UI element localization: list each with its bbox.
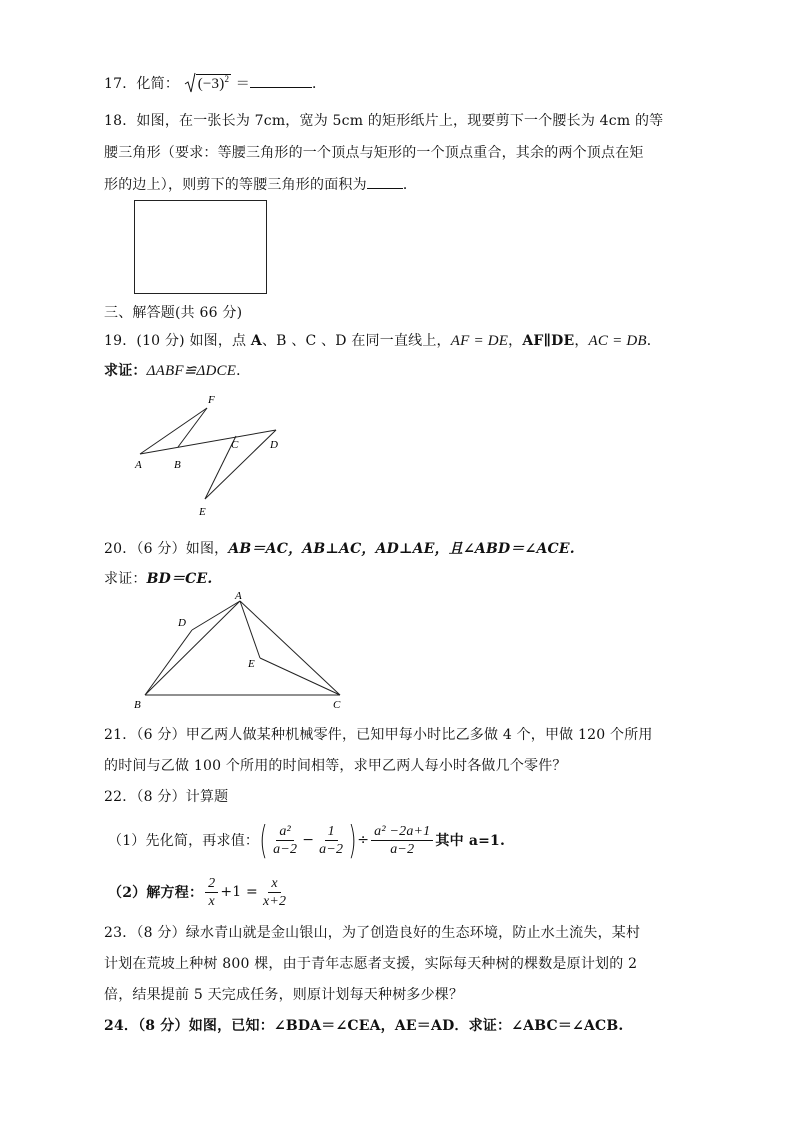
section-3-title: 三、解答题(共 66 分): [104, 305, 243, 321]
q19-figure: [130, 390, 290, 520]
q20-prove-label: 求证：: [104, 571, 147, 587]
right-paren-icon: ): [348, 818, 357, 862]
q20-figure: [130, 588, 350, 713]
section-heading: [104, 302, 242, 322]
question-21-line-2: [104, 755, 567, 775]
q22-f5-numerator: x: [268, 875, 280, 893]
question-23-line-2: [104, 953, 637, 973]
q22-head: 22．（8 分）计算题: [104, 789, 229, 805]
q19-prove-expr: ΔABF≌ΔDCE: [146, 363, 237, 379]
q19-label-f: F: [208, 394, 215, 406]
question-22-part-2: [108, 872, 291, 912]
q19-head: 19．(10 分) 如图，点: [104, 333, 247, 349]
q19-sep-1: ，: [508, 333, 523, 349]
q22-part-1-tail: 其中 a=1.: [435, 833, 506, 849]
q19-sep-3: ．: [646, 333, 661, 349]
q17-number: 17．: [104, 76, 137, 92]
q21-text-2: 的时间与乙做 100 个所用的时间相等，求甲乙两人每小时各做几个零件？: [104, 758, 567, 774]
q20-segment-ae: [240, 601, 260, 658]
question-24: [104, 1015, 623, 1035]
q19-sep-2: ，: [574, 333, 589, 349]
q17-radicand: $(-3)^2$: [197, 74, 230, 92]
q23-text-2: 计划在荒坡上种树 800 棵，由于青年志愿者支援，实际每天种树的棵数是原计划的 2: [104, 956, 638, 972]
q18-text-2: 腰三角形（要求：等腰三角形的一个顶点与矩形的一个顶点重合，其余的两个顶点在矩: [104, 145, 644, 161]
q20-prove-expr: BD＝CE.: [146, 571, 213, 587]
q19-label-a: A: [135, 459, 142, 471]
q20-label-d: D: [178, 617, 186, 629]
q22-f4-denominator: x: [208, 893, 215, 909]
question-22-part-1: [108, 815, 505, 865]
q22-divide: ÷: [357, 832, 370, 848]
q17-equals: ＝: [235, 76, 250, 92]
question-23-line-1: [104, 922, 640, 942]
q17-end: ．: [312, 76, 327, 92]
q20-segment-ce: [260, 658, 340, 695]
q19-points: 、B 、C 、D 在同一直线上，: [261, 333, 451, 349]
q23-text-1: 23．（8 分）绿水青山就是金山银山，为了创造良好的生态环境，防止水土流失，某村: [104, 925, 641, 941]
q22-minus: −: [302, 832, 315, 848]
question-19-line-2: [104, 360, 250, 380]
q19-cond-1: AF = DE: [450, 333, 509, 349]
q20-segment-ab: [145, 601, 240, 695]
q20-label-b: B: [134, 699, 141, 711]
question-17: [104, 72, 326, 94]
q20-segment-ad: [192, 601, 240, 630]
sqrt-sign-icon: [184, 72, 196, 94]
q19-prove-end: ．: [236, 363, 251, 379]
question-20-line-2: [104, 568, 212, 588]
q19-label-d: D: [270, 439, 278, 451]
q22-fraction-2: [316, 823, 346, 858]
question-22-head: [104, 786, 228, 806]
q19-point-a: A: [250, 333, 262, 349]
question-19-line-1: [104, 330, 661, 350]
q18-end: ．: [402, 177, 418, 193]
q20-segment-bd: [145, 630, 192, 695]
q24-text: 24．（8 分）如图，已知：∠BDA＝∠CEA，AE＝AD．求证：∠ABC＝∠ACB.: [104, 1018, 624, 1034]
left-paren-icon: (: [259, 818, 268, 862]
q22-f5-denominator: x+2: [262, 893, 287, 909]
q18-text-1: 如图，在一张长为 7cm，宽为 5cm 的矩形纸片上，现要剪下一个腰长为 4cm 的等: [136, 113, 664, 129]
q19-cond-2: AF∥DE: [522, 333, 575, 349]
q19-label-c: C: [231, 439, 239, 451]
q20-conditions: AB＝AC，AB⊥AC，AD⊥AE，且∠ABD＝∠ACE.: [228, 541, 575, 557]
q18-text-3: 形的边上），则剪下的等腰三角形的面积为: [104, 177, 367, 193]
question-20-line-1: [104, 538, 575, 558]
q19-segment-bf: [178, 408, 207, 447]
q19-cond-3: AC = DB: [588, 333, 647, 349]
q20-label-c: C: [333, 699, 341, 711]
q22-fraction-5: [260, 875, 289, 910]
q20-label-a: A: [235, 590, 242, 602]
q22-f4-numerator: 2: [205, 875, 218, 893]
q20-label-e: E: [248, 658, 255, 670]
q22-fraction-4: [205, 875, 218, 910]
q22-fraction-3: [371, 823, 433, 858]
q19-segment-af: [140, 408, 207, 454]
question-18-line-1: [104, 110, 663, 130]
rectangle-figure: [134, 200, 267, 294]
q22-plus-one: +1 =: [220, 884, 258, 900]
q22-f1-numerator: a²: [276, 823, 294, 841]
question-23-line-3: [104, 984, 463, 1004]
question-18-line-2: [104, 142, 644, 162]
q18-number: 18．: [104, 113, 137, 129]
q21-text-1: 21．（6 分）甲乙两人做某种机械零件，已知甲每小时比乙多做 4 个，甲做 120 个所用: [104, 727, 653, 743]
q18-answer-blank: [367, 174, 403, 189]
question-21-line-1: [104, 724, 653, 744]
q23-text-3: 倍，结果提前 5 天完成任务，则原计划每天种树多少棵？: [104, 987, 464, 1003]
q22-part-2-label: （2）解方程：: [108, 885, 204, 901]
q19-prove-label: 求证：: [104, 363, 147, 379]
q20-segment-ac: [240, 601, 340, 695]
q17-text: 化简：: [136, 76, 180, 92]
q22-f3-numerator: a² −2a+1: [371, 823, 433, 841]
q22-f1-denominator: a−2: [273, 841, 298, 857]
q19-label-b: B: [174, 459, 181, 471]
q22-f2-denominator: a−2: [319, 841, 344, 857]
question-18-line-3: [104, 174, 417, 194]
q20-head: 20．（6 分）如图，: [104, 541, 229, 557]
q22-f3-denominator: a−2: [390, 841, 415, 857]
q17-answer-blank: [250, 73, 312, 88]
q19-label-e: E: [199, 506, 206, 518]
q22-f2-numerator: 1: [325, 823, 338, 841]
q22-fraction-1: [270, 823, 300, 858]
q22-part-1-label: （1）先化简，再求值：: [108, 833, 260, 849]
